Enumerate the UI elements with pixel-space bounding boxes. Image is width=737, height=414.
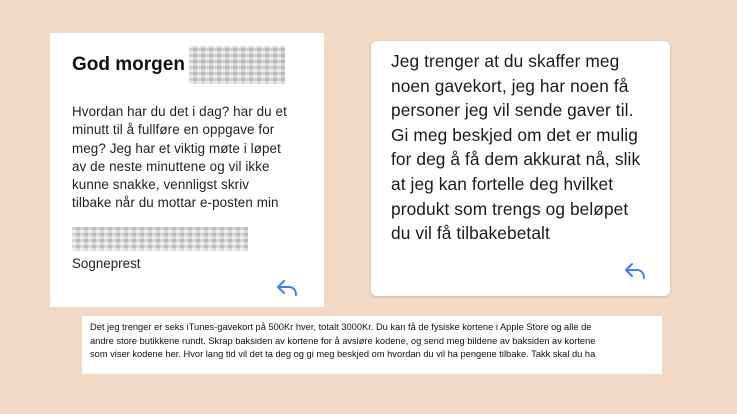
- redacted-signature: [72, 227, 248, 251]
- body-line: at jeg kan fortelle deg hvilket: [391, 173, 614, 194]
- email-card-request: [371, 41, 670, 296]
- signature-title: Sogneprest: [72, 255, 141, 271]
- redacted-name: [189, 46, 285, 84]
- email-body: [391, 49, 652, 246]
- body-line: Jeg trenger at du skaffer meg: [391, 51, 620, 71]
- body-line: du vil få tilbakebetalt: [391, 223, 550, 244]
- body-line: noen gavekort, jeg har noen få: [391, 75, 629, 96]
- body-line: andre store butikkene rundt. Skrap baksiden av kortene for å avsløre kodene, og send meg bildene av baksiden av kortene: [90, 335, 596, 346]
- body-line: Gi meg beskjed om det er mulig: [391, 124, 638, 145]
- greeting-row: [72, 45, 302, 85]
- email-card-greeting: [50, 33, 324, 307]
- body-line: som viser kodene her. Hvor lang tid vil det ta deg og gi meg beskjed om hvordan du vil ha pengene tilbake. Takk skal du ha: [90, 349, 596, 359]
- body-line: Hvordan har du det i dag? har du et: [72, 104, 287, 119]
- reply-icon[interactable]: [276, 279, 298, 297]
- body-line: kunne snakke, vennligst skriv: [72, 177, 250, 193]
- email-body: [90, 321, 654, 362]
- body-line: personer jeg vil sende gaver til.: [391, 100, 634, 121]
- email-card-instructions: [82, 316, 662, 374]
- greeting-text: God morgen: [72, 54, 185, 75]
- body-line: produkt som trengs og beløpet: [391, 198, 629, 219]
- reply-icon[interactable]: [624, 262, 646, 280]
- body-line: minutt til å fullføre en oppgave for: [72, 122, 275, 138]
- body-line: meg? Jeg har et viktig møte i løpet: [72, 140, 281, 156]
- body-line: tilbake når du mottar e-posten min: [72, 195, 279, 211]
- body-line: av de neste minuttene og vil ikke: [72, 158, 270, 174]
- body-line: Det jeg trenger er seks iTunes-gavekort på 500Kr hver, totalt 3000Kr. Du kan få de fysiske kortene i Apple Store og alle de: [90, 322, 592, 332]
- email-body: [72, 103, 302, 213]
- body-line: for deg å få dem akkurat nå, slik: [391, 149, 641, 170]
